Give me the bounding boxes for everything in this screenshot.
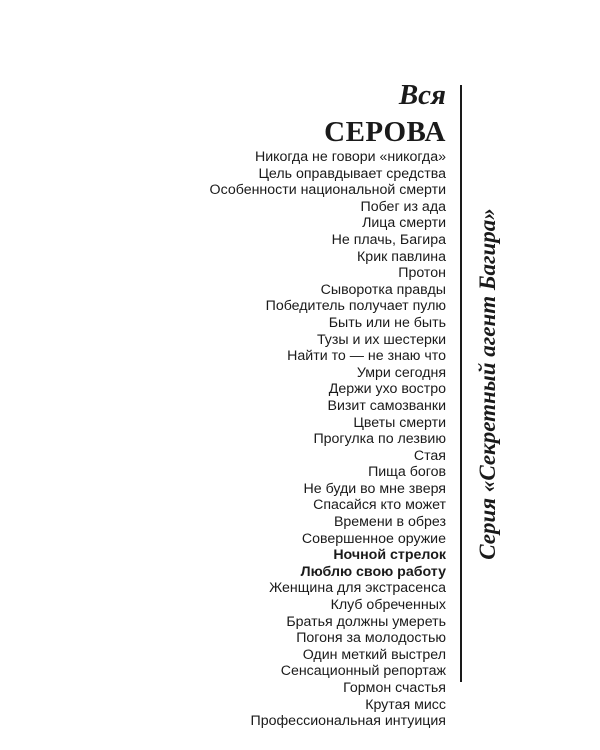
book-title: Пища богов bbox=[368, 464, 446, 481]
author-name: СЕРОВА bbox=[324, 116, 446, 148]
heading-pre: Вся bbox=[398, 79, 446, 111]
book-title: Совершенное оружие bbox=[301, 530, 446, 547]
book-title: Побег из ада bbox=[360, 198, 446, 215]
book-title: Быть или не быть bbox=[328, 314, 446, 331]
book-title-highlighted: Ночной стрелок bbox=[333, 547, 446, 564]
book-title: Тузы и их шестерки bbox=[316, 331, 446, 348]
book-title: Женщина для экстрасенса bbox=[269, 580, 446, 597]
book-title: Цель оправдывает средства bbox=[258, 165, 446, 182]
book-title: Спасайся кто может bbox=[313, 497, 446, 514]
book-title: Профессиональная интуиция bbox=[250, 713, 446, 730]
book-title: Стая bbox=[413, 447, 446, 464]
book-title: Гормон счастья bbox=[343, 680, 446, 696]
book-title: Победитель получает пулю bbox=[265, 298, 446, 315]
book-title: Цветы смерти bbox=[353, 414, 446, 431]
book-title: Держи ухо востро bbox=[328, 381, 446, 398]
book-title: Не буди во мне зверя bbox=[303, 480, 446, 497]
series-label-text: Серия «Секретный агент Багира» bbox=[475, 208, 500, 560]
book-title-highlighted: Люблю свою работу bbox=[300, 563, 446, 580]
book-title: Особенности национальной смерти bbox=[209, 182, 446, 199]
book-title: Клуб обреченных bbox=[330, 597, 446, 614]
book-title: Визит самозванки bbox=[327, 397, 446, 414]
book-title: Лица смерти bbox=[362, 215, 446, 232]
book-title: Крутая мисс bbox=[365, 696, 446, 713]
book-titles-list bbox=[210, 149, 446, 730]
book-title: Крик павлина bbox=[357, 248, 446, 265]
book-title: Один меткий выстрел bbox=[302, 646, 446, 663]
book-title: Прогулка по лезвию bbox=[313, 431, 446, 448]
book-title: Сенсационный репортаж bbox=[280, 663, 446, 680]
book-title: Братья должны умереть bbox=[286, 613, 446, 630]
book-title: Протон bbox=[398, 265, 446, 282]
book-title: Не плачь, Багира bbox=[331, 231, 446, 248]
book-title: Никогда не говори «никогда» bbox=[254, 149, 446, 165]
book-title: Найти то — не знаю что bbox=[287, 348, 446, 365]
book-title: Времени в обрез bbox=[333, 514, 446, 531]
page-heading bbox=[324, 78, 446, 150]
book-title: Погоня за молодостью bbox=[296, 630, 446, 647]
book-title: Сыворотка правды bbox=[320, 281, 446, 298]
vertical-divider bbox=[460, 85, 462, 682]
book-title: Умри сегодня bbox=[356, 364, 446, 381]
